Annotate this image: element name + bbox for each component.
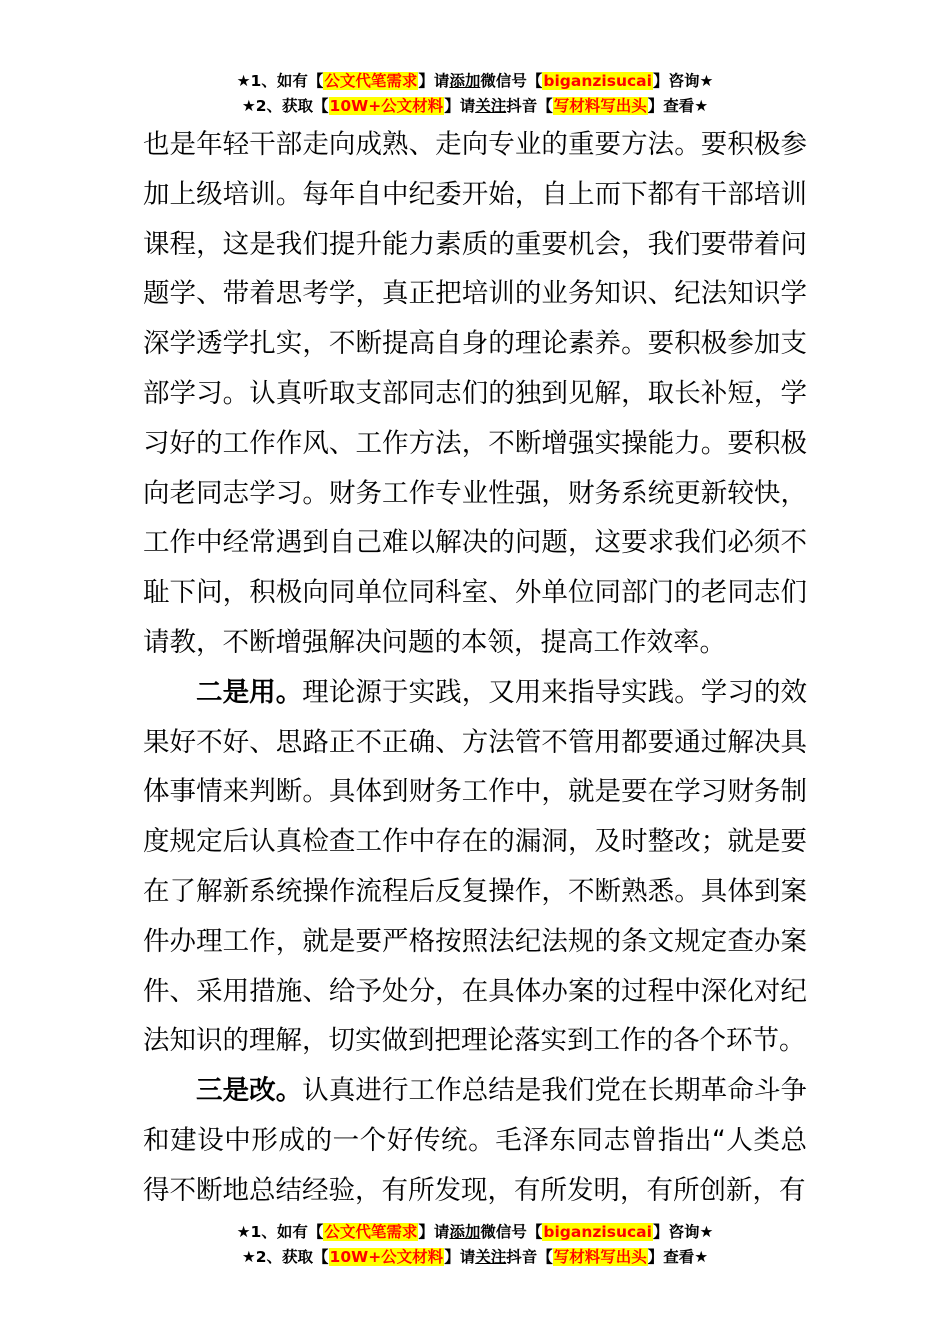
banner-text: 】咨询★: [652, 72, 714, 90]
highlight-wechat-id: biganzisucai: [543, 1223, 652, 1241]
paragraph-text: 也是年轻干部走向成熟、走向专业的重要方法。要积极参加上级培训。每年自中纪委开始，自上而下都有干部培训课程，这是我们提升能力素质的重要机会，我们要带着问题学、带着思考学，真正把培训的业务知识、纪法知识学深学透学扎实，不断提高自身的理论素养。要积极参加支部学习。认真听取支部同志们的独到见解，取长补短，学习好的工作作风、工作方法，不断增强实操能力。要积极向老同志学习。财务工作专业性强，财务系统更新较快，工作中经常遇到自己难以解决的问题，这要求我们必须不耻下问，积极向同单位同科室、外单位同部门的老同志们请教，不断增强解决问题的本领，提高工作效率。: [143, 129, 807, 658]
banner-underlined-text: 添加: [449, 1223, 481, 1241]
paragraph-lead: 三是改。: [196, 1075, 303, 1107]
highlight-materials: 10W+公文材料: [329, 97, 444, 115]
banner-text: 微信号【: [480, 72, 543, 90]
banner-text: 】请: [444, 1248, 476, 1266]
banner-underlined-text: 关注: [475, 1248, 507, 1266]
banner-text: ★2、获取【: [241, 97, 329, 115]
banner-line-2: [0, 1245, 950, 1270]
banner-text: 】请: [418, 72, 450, 90]
banner-text: ★2、获取【: [241, 1248, 329, 1266]
banner-text: ★1、如有【: [236, 1223, 324, 1241]
header-banner: [0, 69, 950, 119]
highlight-wechat-id: biganzisucai: [543, 72, 652, 90]
banner-text: 】查看★: [647, 97, 709, 115]
banner-text: 】请: [444, 97, 476, 115]
paragraph-text: 理论源于实践，又用来指导实践。学习的效果好不好、思路正不正确、方法管不管用都要通过解决具体事情来判断。具体到财务工作中，就是要在学习财务制度规定后认真检查工作中存在的漏洞，及时整改；就是要在了解新系统操作流程后反复操作，不断熟悉。具体到案件办理工作，就是要严格按照法纪法规的条文规定查办案件、采用措施、给予处分，在具体办案的过程中深化对纪法知识的理解，切实做到把理论落实到工作的各个环节。: [143, 676, 808, 1057]
banner-text: 抖音【: [506, 97, 553, 115]
banner-text: ★1、如有【: [236, 72, 324, 90]
highlight-douyin-account: 写材料写出头: [553, 1248, 647, 1266]
banner-text: 】请: [418, 1223, 450, 1241]
banner-line-1: [0, 69, 950, 94]
highlight-douyin-account: 写材料写出头: [553, 97, 647, 115]
paragraph-use: [143, 668, 807, 1066]
footer-banner: [0, 1220, 950, 1270]
banner-underlined-text: 关注: [475, 97, 507, 115]
highlight-service: 公文代笔需求: [324, 1223, 418, 1241]
paragraph-continuation: [143, 120, 807, 668]
banner-line-2: [0, 94, 950, 119]
banner-text: 微信号【: [480, 1223, 543, 1241]
banner-text: 】查看★: [647, 1248, 709, 1266]
banner-underlined-text: 添加: [449, 72, 481, 90]
paragraph-text: 认真进行工作总结是我们党在长期革命斗争和建设中形成的一个好传统。毛泽东同志曾指出“人类总得不断地总结经验，有所发现，有所发明，有所创新，有: [143, 1075, 808, 1206]
paragraph-correct: [143, 1066, 807, 1215]
paragraph-lead: 二是用。: [196, 676, 303, 708]
banner-text: 抖音【: [506, 1248, 553, 1266]
banner-text: 】咨询★: [652, 1223, 714, 1241]
document-body: [143, 120, 807, 1216]
highlight-service: 公文代笔需求: [324, 72, 418, 90]
highlight-materials: 10W+公文材料: [329, 1248, 444, 1266]
banner-line-1: [0, 1220, 950, 1245]
